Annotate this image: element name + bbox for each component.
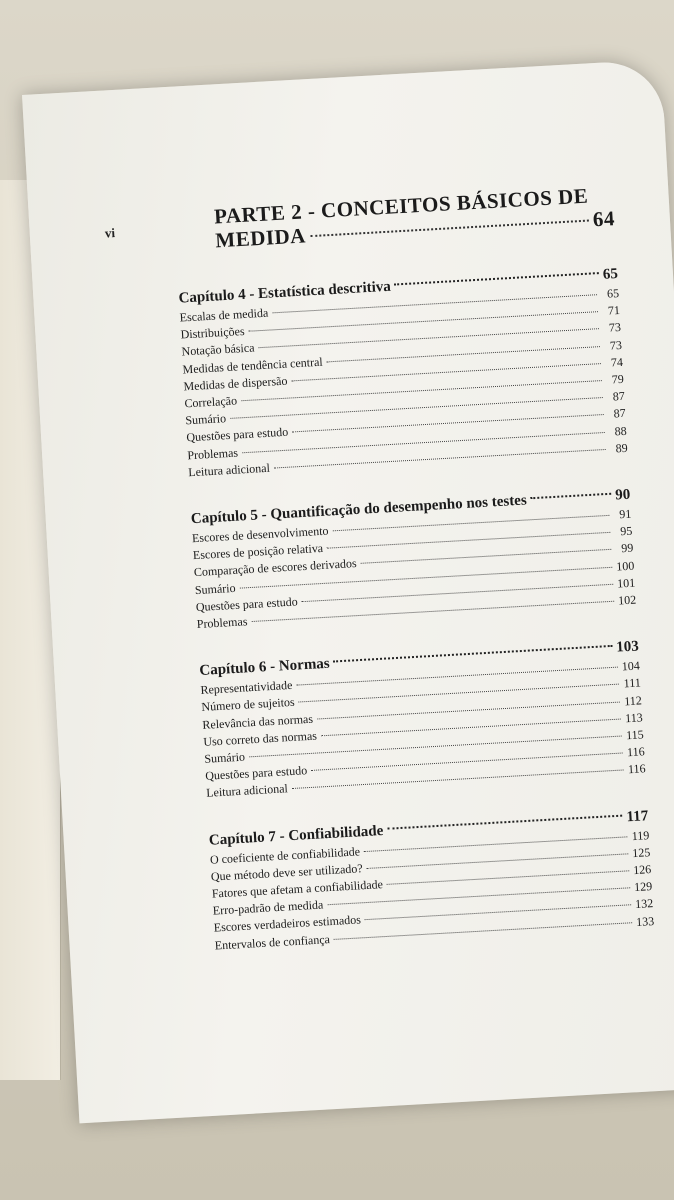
- toc-entry: Escores de posição relativa 95: [192, 523, 633, 563]
- toc-entry: Leitura adicional 116: [205, 761, 646, 801]
- toc-entry: Erro-padrão de medida 129: [212, 879, 653, 918]
- toc-entry: Problemas 102: [196, 592, 637, 632]
- chapter-title: Capítulo 7 - Confiabilidade: [208, 822, 384, 849]
- toc-entry: Escores de desenvolvimento 91: [191, 506, 632, 546]
- chapter-title: Capítulo 4 - Estatística descritiva: [178, 278, 392, 307]
- toc-entry: Comparação de escores derivados 99: [193, 541, 634, 580]
- table-of-contents: [173, 182, 654, 954]
- toc-entry: Notação básica 73: [181, 320, 622, 359]
- toc-entry: Relevância das normas 112: [202, 693, 643, 732]
- toc-entry: Sumário 87: [185, 389, 626, 428]
- chapter-5: [190, 487, 636, 634]
- toc-entry: Medidas de dispersão 74: [183, 354, 624, 394]
- part-title-line1: PARTE 2 - CONCEITOS BÁSICOS DE: [213, 183, 589, 229]
- toc-entry: Escores verdadeiros estimados 132: [213, 896, 654, 936]
- toc-entry: Fatores que afetam a confiabilidade 126: [211, 862, 652, 901]
- toc-entry: Distribuições 71: [180, 303, 621, 342]
- chapter-page: 117: [626, 807, 649, 826]
- toc-entry: Leitura adicional 89: [187, 440, 629, 480]
- dot-leader: [395, 272, 599, 285]
- part-page: 64: [592, 206, 616, 232]
- toc-entry: Número de sujeitos 111: [201, 675, 642, 715]
- toc-entry: Uso correto das normas 113: [202, 710, 644, 749]
- toc-entry: Questões para estudo 116: [204, 744, 646, 784]
- toc-entry: Que método deve ser utilizado? 125: [210, 844, 651, 884]
- toc-entry: Questões para estudo 87: [186, 406, 627, 445]
- toc-entry: O coeficiente de confiabilidade 119: [209, 827, 650, 867]
- toc-entry: Problemas 88: [186, 423, 628, 462]
- page-number: vi: [104, 225, 116, 241]
- chapter-6: [199, 639, 646, 803]
- toc-entry: Questões para estudo 101: [195, 575, 636, 614]
- chapter-page: 65: [602, 266, 619, 283]
- toc-entry: Medidas de tendência central 73: [182, 337, 623, 377]
- part-heading: [213, 182, 615, 252]
- dot-leader: [531, 493, 612, 500]
- chapter-title: Capítulo 5 - Quantificação do desempenho nos testes: [190, 492, 528, 528]
- toc-entry: Correlação 79: [184, 371, 625, 411]
- chapter-4: [178, 266, 628, 481]
- dot-leader: [333, 645, 612, 663]
- chapter-page: 90: [614, 486, 631, 504]
- part-title-line2: MEDIDA: [214, 223, 307, 253]
- dot-leader: [387, 814, 622, 829]
- toc-entry: Entervalos de confiança 133: [214, 913, 655, 953]
- chapter-page: 103: [615, 638, 640, 656]
- book-page: [22, 59, 674, 1123]
- toc-entry: Representatividade 104: [200, 658, 641, 698]
- toc-entry: Escalas de medida 65: [179, 285, 620, 325]
- chapter-title: Capítulo 6 - Normas: [198, 655, 331, 680]
- dot-leader: [310, 220, 589, 238]
- toc-entry: Sumário 115: [203, 727, 645, 766]
- chapter-7: [208, 808, 654, 955]
- toc-entry: Sumário 100: [194, 558, 635, 597]
